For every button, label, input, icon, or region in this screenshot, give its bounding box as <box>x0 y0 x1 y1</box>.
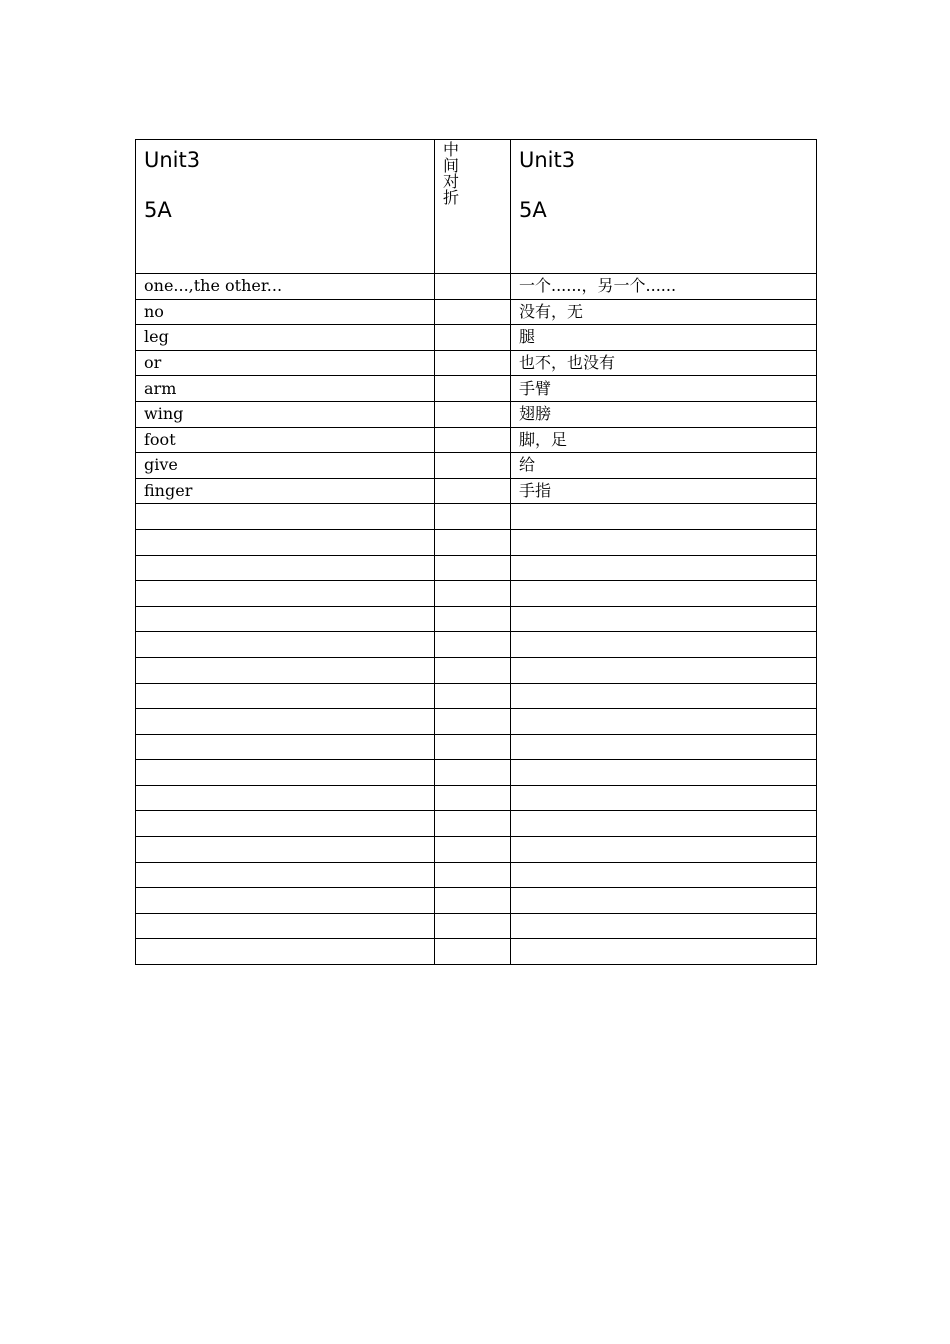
table-row <box>136 555 817 581</box>
table-row <box>136 734 817 760</box>
fold-column-cell <box>435 632 511 658</box>
english-word-cell <box>136 683 435 709</box>
chinese-meaning-cell <box>511 555 817 581</box>
table-row <box>136 581 817 607</box>
fold-column-cell <box>435 734 511 760</box>
table-row <box>136 939 817 965</box>
english-word-cell <box>136 811 435 837</box>
table-row <box>136 529 817 555</box>
fold-column-cell <box>435 837 511 863</box>
fold-column-cell <box>435 325 511 351</box>
right-unit-title: Unit3 <box>519 148 576 172</box>
english-word-cell <box>136 837 435 863</box>
fold-column-cell <box>435 683 511 709</box>
chinese-meaning-cell <box>511 888 817 914</box>
fold-column-cell <box>435 504 511 530</box>
table-row <box>136 427 817 453</box>
header-row <box>136 140 817 274</box>
chinese-meaning-cell: 手臂 <box>511 376 817 402</box>
table-row <box>136 760 817 786</box>
chinese-meaning-cell <box>511 606 817 632</box>
english-word-cell <box>136 888 435 914</box>
fold-column-cell <box>435 760 511 786</box>
chinese-meaning-cell <box>511 734 817 760</box>
chinese-meaning-cell: 给 <box>511 453 817 479</box>
fold-column-cell <box>435 274 511 300</box>
english-word-cell: one...,the other... <box>136 274 435 300</box>
table-row <box>136 299 817 325</box>
chinese-meaning-cell: 翅膀 <box>511 401 817 427</box>
chinese-meaning-cell <box>511 862 817 888</box>
chinese-meaning-cell <box>511 760 817 786</box>
english-word-cell: foot <box>136 427 435 453</box>
chinese-meaning-cell: 脚，足 <box>511 427 817 453</box>
english-word-cell <box>136 760 435 786</box>
header-right-cell <box>511 140 817 274</box>
english-word-cell <box>136 939 435 965</box>
english-word-cell <box>136 632 435 658</box>
table-row <box>136 913 817 939</box>
chinese-meaning-cell <box>511 657 817 683</box>
english-word-cell: finger <box>136 478 435 504</box>
table-row <box>136 632 817 658</box>
left-grade-label: 5A <box>144 198 172 222</box>
chinese-meaning-cell <box>511 504 817 530</box>
english-word-cell <box>136 606 435 632</box>
table-row <box>136 606 817 632</box>
fold-column-cell <box>435 350 511 376</box>
english-word-cell <box>136 504 435 530</box>
table-row <box>136 401 817 427</box>
english-word-cell <box>136 555 435 581</box>
chinese-meaning-cell <box>511 913 817 939</box>
fold-label-char: 中 <box>443 140 460 159</box>
table-row <box>136 811 817 837</box>
fold-label-cell <box>435 140 511 274</box>
fold-label-char: 对 <box>443 172 460 191</box>
english-word-cell <box>136 862 435 888</box>
chinese-meaning-cell <box>511 811 817 837</box>
table-row <box>136 274 817 300</box>
chinese-meaning-cell: 手指 <box>511 478 817 504</box>
fold-column-cell <box>435 376 511 402</box>
chinese-meaning-cell <box>511 837 817 863</box>
english-word-cell <box>136 785 435 811</box>
table-row <box>136 862 817 888</box>
chinese-meaning-cell <box>511 709 817 735</box>
fold-column-cell <box>435 555 511 581</box>
chinese-meaning-cell <box>511 785 817 811</box>
english-word-cell <box>136 657 435 683</box>
chinese-meaning-cell <box>511 632 817 658</box>
fold-column-cell <box>435 913 511 939</box>
table-row <box>136 504 817 530</box>
fold-column-cell <box>435 529 511 555</box>
table-row <box>136 478 817 504</box>
fold-column-cell <box>435 401 511 427</box>
fold-column-cell <box>435 709 511 735</box>
chinese-meaning-cell <box>511 581 817 607</box>
english-word-cell: give <box>136 453 435 479</box>
right-grade-label: 5A <box>519 198 547 222</box>
english-word-cell <box>136 529 435 555</box>
fold-column-cell <box>435 811 511 837</box>
fold-column-cell <box>435 888 511 914</box>
english-word-cell <box>136 709 435 735</box>
english-word-cell: or <box>136 350 435 376</box>
english-word-cell: no <box>136 299 435 325</box>
chinese-meaning-cell <box>511 939 817 965</box>
vocabulary-table <box>135 139 817 965</box>
chinese-meaning-cell: 没有，无 <box>511 299 817 325</box>
fold-column-cell <box>435 581 511 607</box>
table-row <box>136 350 817 376</box>
english-word-cell: arm <box>136 376 435 402</box>
english-word-cell <box>136 581 435 607</box>
english-word-cell: wing <box>136 401 435 427</box>
fold-label-char: 折 <box>443 188 460 207</box>
chinese-meaning-cell <box>511 529 817 555</box>
table-row <box>136 657 817 683</box>
english-word-cell <box>136 734 435 760</box>
table-row <box>136 837 817 863</box>
table-row <box>136 376 817 402</box>
table-row <box>136 785 817 811</box>
chinese-meaning-cell: 一个......，另一个...... <box>511 274 817 300</box>
fold-label-char: 间 <box>443 156 460 175</box>
fold-column-cell <box>435 427 511 453</box>
fold-column-cell <box>435 939 511 965</box>
english-word-cell <box>136 913 435 939</box>
table-row <box>136 683 817 709</box>
chinese-meaning-cell: 腿 <box>511 325 817 351</box>
left-unit-title: Unit3 <box>144 148 201 172</box>
fold-column-cell <box>435 299 511 325</box>
english-word-cell: leg <box>136 325 435 351</box>
header-left-cell <box>136 140 435 274</box>
fold-column-cell <box>435 478 511 504</box>
fold-column-cell <box>435 606 511 632</box>
fold-column-cell <box>435 657 511 683</box>
fold-column-cell <box>435 785 511 811</box>
chinese-meaning-cell <box>511 683 817 709</box>
fold-column-cell <box>435 862 511 888</box>
chinese-meaning-cell: 也不，也没有 <box>511 350 817 376</box>
table-row <box>136 888 817 914</box>
fold-column-cell <box>435 453 511 479</box>
table-row <box>136 709 817 735</box>
table-row <box>136 325 817 351</box>
table-row <box>136 453 817 479</box>
